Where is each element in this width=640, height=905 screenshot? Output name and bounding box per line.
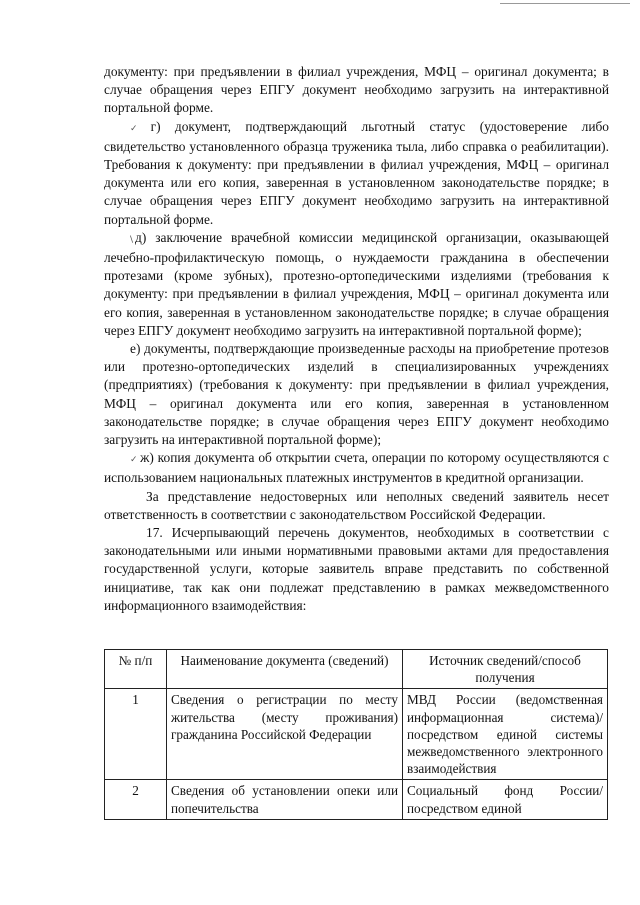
paragraph-item-d: \ д) заключение врачебной комиссии медицинской организации, оказывающей лечебно-профилактическую помощь, о нуждаемости гражданина в обеспечении протезами (кроме зубных), протезно-ортопедическими изделиями (требования к документу: при предъявлении в филиал учреждения, МФЦ – оригинал документа или его копия, заверенная в установленном законодательстве порядке; в случае обращения через ЕПГУ документ необходимо загрузить на интерактивной портальной форме); <box>104 229 609 338</box>
row-number: 2 <box>105 780 167 819</box>
row-source: МВД России (ведомственная информационная система)/посредством единой системы межведомственного электронного взаимодействия <box>403 689 608 780</box>
paragraph-item-zh: ✓ ж) копия документа об открытии счета, операции по которому осуществляются с использованием национальных платежных инструментов в кредитной организации. <box>104 450 609 486</box>
paragraph-item-e: е) документы, подтверждающие произведенные расходы на приобретение протезов или протезно-ортопедических изделий в специализированных учреждениях (предприятиях) (требования к документу: при предъявлении в филиал учреждения, МФЦ – оригинал документа или его копия, заверенная в установленном законодательстве порядке; в случае обращения через ЕПГУ документ необходимо загрузить на интерактивной портальной форме); <box>104 341 609 448</box>
table-row <box>105 780 608 819</box>
column-header-document: Наименование документа (сведений) <box>167 650 403 689</box>
paragraph-section-17: 17. Исчерпывающий перечень документов, необходимых в соответствии с законодательными или иными нормативными правовыми актами для предоставления государственной услуги, которые заявитель вправе представить по собственной инициативе, так как они подлежат представлению в рамках межведомственного информационного взаимодействия: <box>104 525 609 613</box>
checkmark-icon: \ <box>130 234 134 245</box>
column-header-number: № п/п <box>105 650 167 689</box>
row-document-name: Сведения об установлении опеки или попечительства <box>167 780 403 819</box>
scan-edge-line <box>500 3 630 4</box>
table-header-row <box>105 650 608 689</box>
row-source: Социальный фонд России/ посредством единой <box>403 780 608 819</box>
column-header-source: Источник сведений/способ получения <box>403 650 608 689</box>
paragraph-responsibility: За представление недостоверных или неполных сведений заявитель несет ответственность в соответствии с законодательством Российской Федерации. <box>104 488 609 522</box>
paragraph-item-g: ✓ г) документ, подтверждающий льготный статус (удостоверение либо свидетельство установленного образца труженика тыла, либо справка о реабилитации). Требования к документу: при предъявлении в филиал учреждения, МФЦ – оригинал документа или его копия, заверенная в установленном законодательстве порядке; в случае обращения через ЕПГУ документ необходимо загрузить на интерактивной портальной форме. <box>104 118 610 227</box>
row-number: 1 <box>105 689 167 780</box>
body-text <box>104 63 609 615</box>
documents-table <box>104 649 608 820</box>
row-document-name: Сведения о регистрации по месту жительства (месту проживания) гражданина Российской Федерации <box>167 689 403 780</box>
checkmark-icon: ✓ <box>130 123 149 134</box>
checkmark-icon: ✓ <box>130 455 139 466</box>
paragraph-continuation: документу: при предъявлении в филиал учреждения, МФЦ – оригинал документа; в случае обращения через ЕПГУ документ необходимо загрузить на интерактивной портальной форме. <box>104 64 609 116</box>
table-row <box>105 689 608 780</box>
